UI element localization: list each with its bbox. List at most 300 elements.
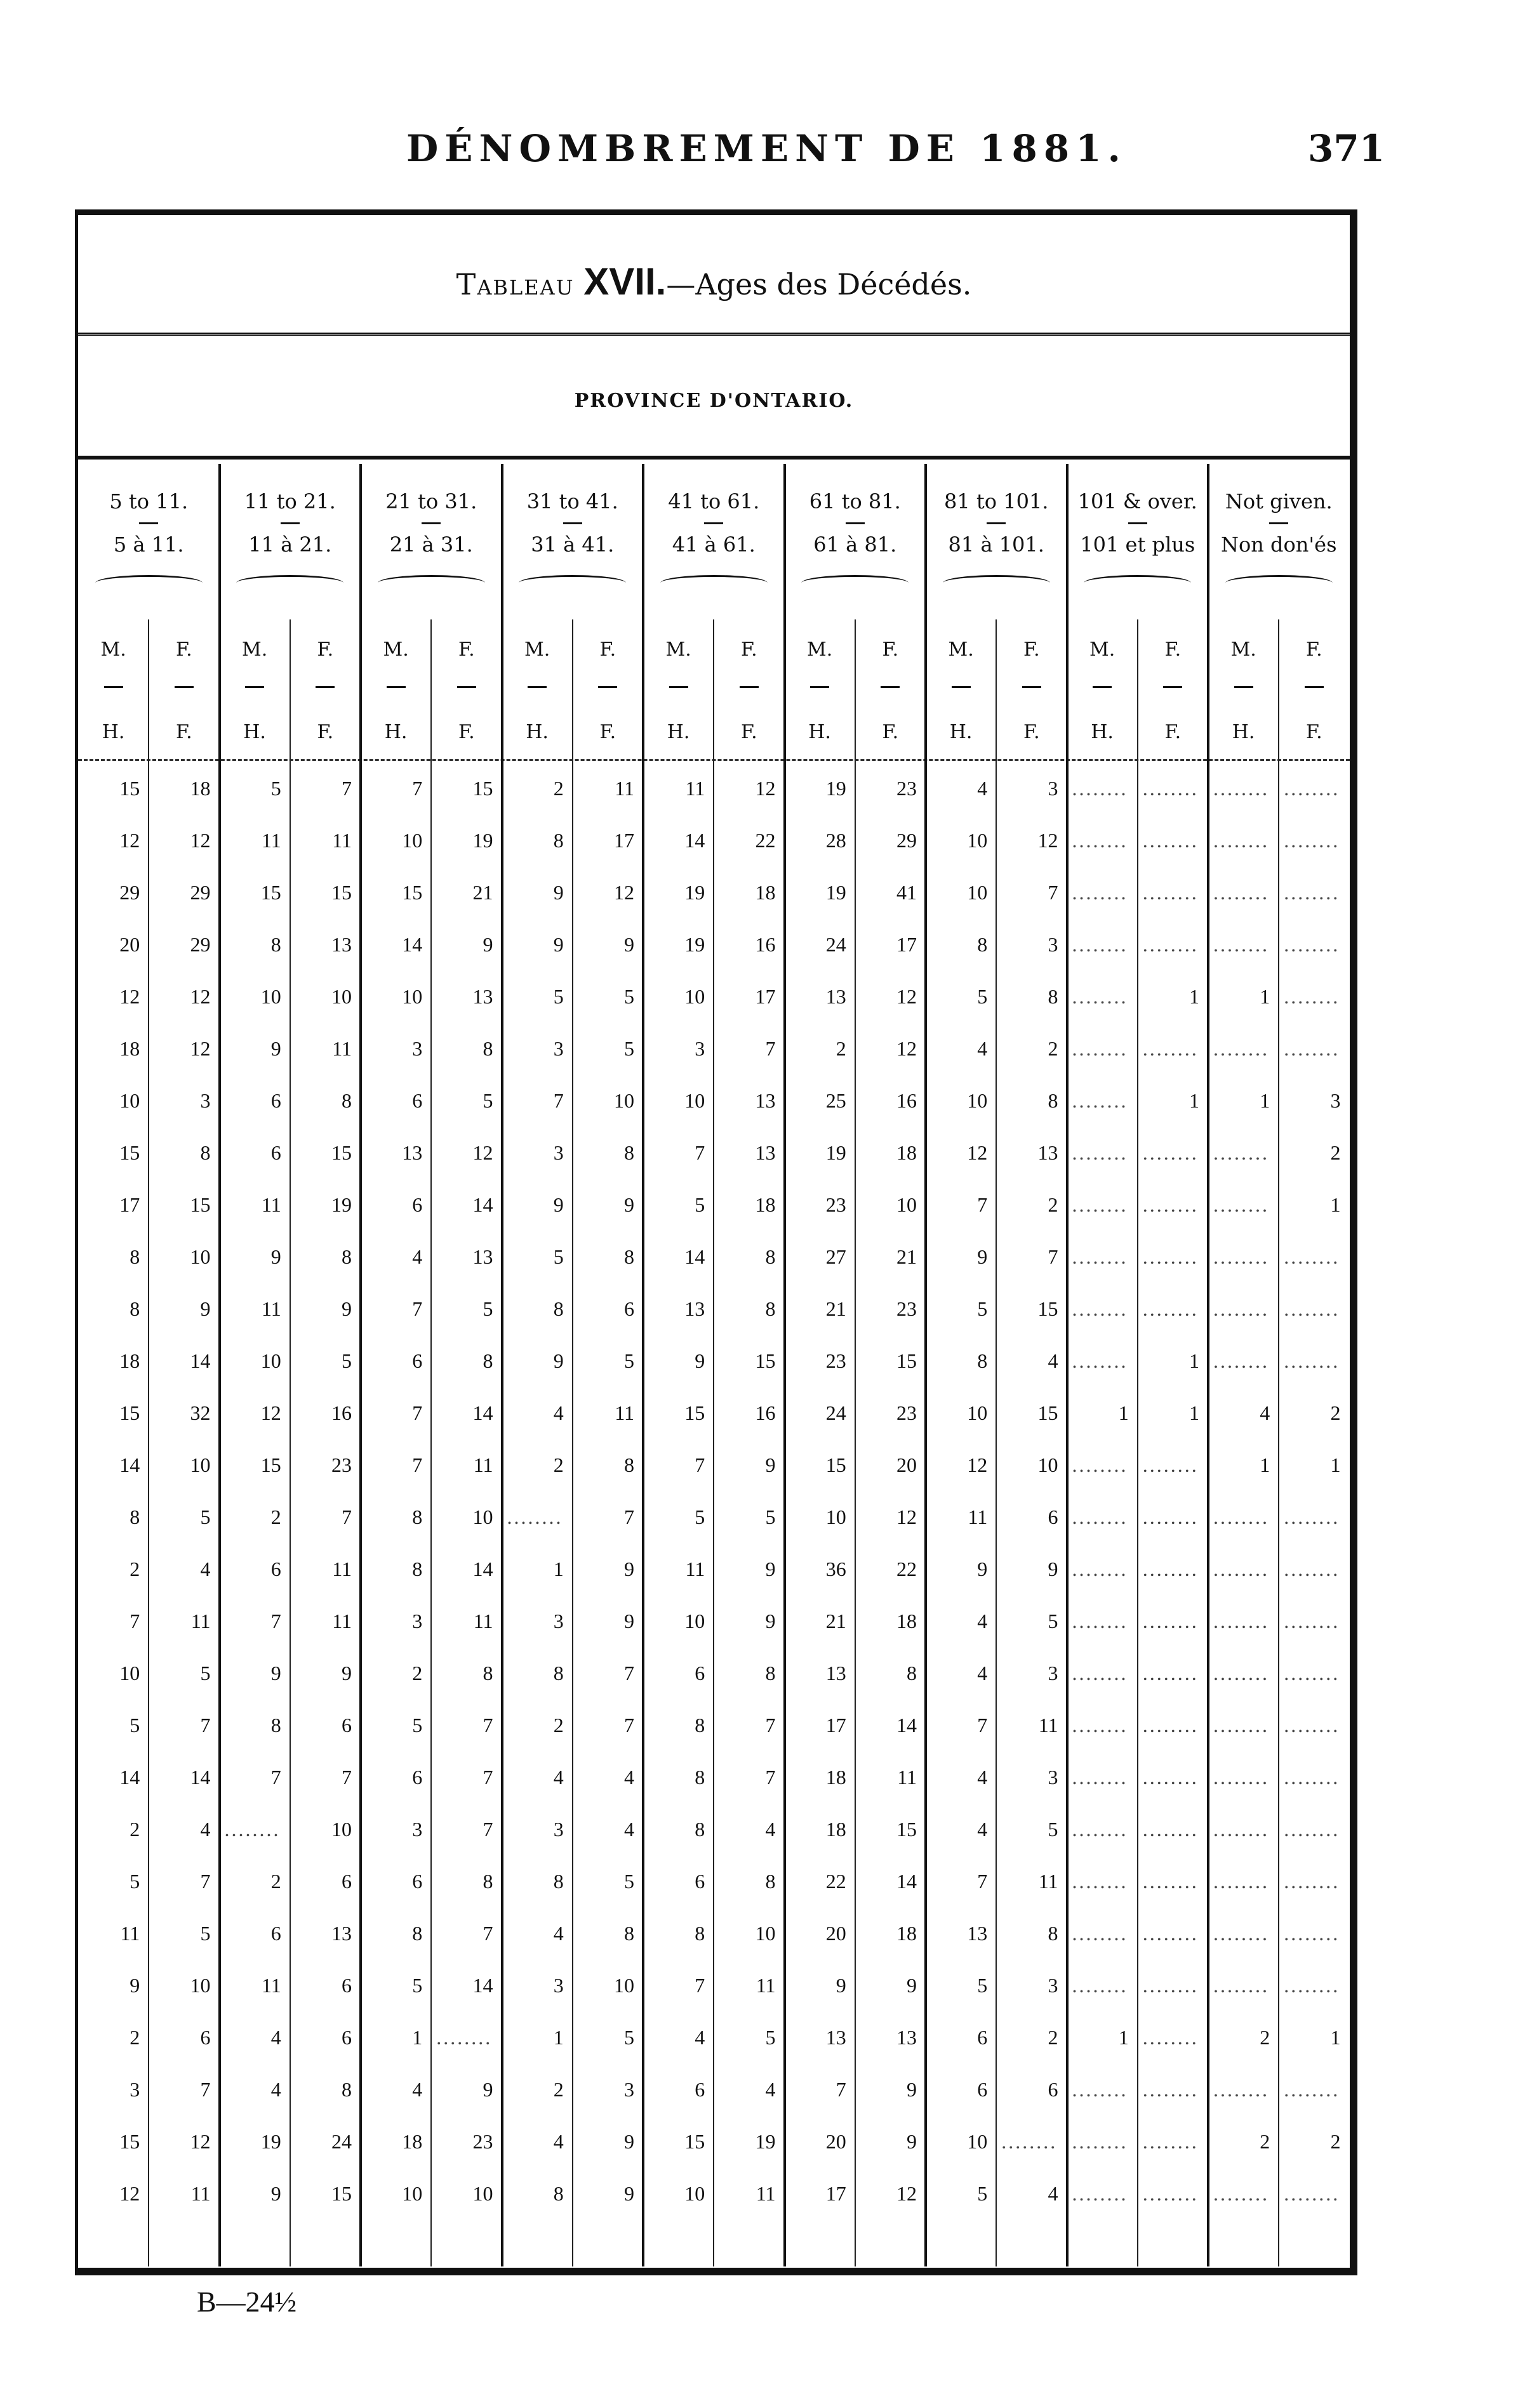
table-cell: 7: [553, 1089, 564, 1112]
table-cell-blank: ........: [1142, 2026, 1199, 2049]
table-cell-blank: ........: [1142, 2078, 1199, 2101]
age-group-label-fr: 61 à 81.: [813, 533, 897, 557]
table-cell: 8: [765, 1245, 776, 1268]
table-cell: 2: [270, 1870, 281, 1893]
table-cell: 18: [119, 1349, 140, 1372]
female-header: [855, 619, 926, 759]
table-cell: 7: [130, 1610, 140, 1632]
table-cell: 12: [119, 2182, 140, 2205]
table-cell: 7: [765, 1714, 776, 1737]
table-title: [78, 260, 1350, 303]
table-cell: 8: [765, 1297, 776, 1320]
table-cell: 23: [896, 777, 917, 800]
table-cell: 8: [483, 1037, 493, 1060]
table-cell: 10: [402, 829, 423, 852]
group-divider: [218, 464, 221, 2266]
table-cell-blank: ........: [1284, 1766, 1340, 1789]
table-cell: 9: [483, 933, 493, 956]
sex-label-fr: F.: [458, 721, 475, 743]
age-group-header: [361, 464, 502, 619]
sex-label-en: M.: [1230, 638, 1256, 661]
table-cell: 12: [967, 1141, 988, 1164]
table-cell: 15: [119, 777, 140, 800]
table-cell: 11: [190, 1610, 211, 1632]
header-dash: [422, 522, 441, 524]
table-cell: 8: [412, 1558, 423, 1580]
table-cell-blank: ........: [1284, 1922, 1340, 1945]
table-cell-blank: ........: [224, 1818, 281, 1841]
female-header: [290, 619, 361, 759]
header-dash: [387, 686, 406, 688]
age-group-header: [78, 464, 220, 619]
table-cell: 6: [412, 1089, 423, 1112]
table-cell-blank: ........: [1284, 2078, 1340, 2101]
table-cell: 2: [130, 1818, 140, 1841]
sex-label-fr: F.: [1023, 721, 1040, 743]
table-cell: 14: [472, 1558, 493, 1580]
table-cell: 10: [825, 1505, 846, 1528]
table-cell: 10: [402, 2182, 423, 2205]
table-cell: 5: [765, 2026, 776, 2049]
sex-label-fr: F.: [882, 721, 899, 743]
header-dash: [740, 686, 759, 688]
table-cell: 1: [553, 1558, 564, 1580]
table-cell: 11: [190, 2182, 211, 2205]
female-header: [149, 619, 219, 759]
age-group-label-fr: 11 à 21.: [248, 533, 332, 557]
table-cell: 23: [472, 2130, 493, 2153]
table-cell: 19: [260, 2130, 281, 2153]
table-cell: 10: [260, 1349, 281, 1372]
table-cell: 3: [1048, 1766, 1058, 1789]
table-cell: 4: [977, 1766, 988, 1789]
table-cell: 5: [977, 1974, 988, 1997]
sex-label-en: F.: [741, 638, 757, 661]
table-cell-blank: ........: [1284, 1870, 1340, 1893]
table-cell: 6: [412, 1766, 423, 1789]
table-cell: 1: [1330, 1193, 1341, 1216]
table-cell: 7: [342, 1505, 352, 1528]
table-cell-blank: ........: [1142, 829, 1199, 852]
table-cell: 14: [684, 829, 705, 852]
male-header: [220, 619, 290, 759]
table-cell: 15: [825, 1453, 846, 1476]
table-cell-blank: ........: [1284, 1662, 1340, 1684]
table-cell-blank: ........: [1142, 1870, 1199, 1893]
table-cell: 3: [412, 1818, 423, 1841]
female-header: [1138, 619, 1208, 759]
table-cell: 6: [1048, 2078, 1058, 2101]
table-cell: 7: [624, 1714, 634, 1737]
table-cell: 13: [825, 1662, 846, 1684]
table-cell-blank: ........: [1284, 1349, 1340, 1372]
table-cell: 10: [331, 985, 352, 1008]
table-cell: 10: [684, 985, 705, 1008]
sex-divider: [713, 619, 714, 2266]
sex-label-en: M.: [524, 638, 550, 661]
table-cell: 13: [825, 985, 846, 1008]
age-group-label-fr: 81 à 101.: [948, 533, 1044, 557]
table-cell: 3: [553, 1141, 564, 1164]
table-cell: 11: [1038, 1714, 1058, 1737]
header-brace: [236, 575, 343, 591]
table-cell: 5: [624, 1870, 634, 1893]
table-cell: 6: [342, 1714, 352, 1737]
table-cell-blank: ........: [1284, 829, 1340, 852]
table-cell: 14: [472, 1401, 493, 1424]
table-cell: 15: [331, 2182, 352, 2205]
header-dash: [846, 522, 865, 524]
table-cell: 18: [755, 1193, 776, 1216]
table-cell: 11: [968, 1505, 988, 1528]
table-cell: 7: [1048, 1245, 1058, 1268]
table-cell: 8: [270, 1714, 281, 1737]
table-cell: 2: [1048, 1037, 1058, 1060]
table-cell: 8: [1048, 1089, 1058, 1112]
table-cell: 10: [190, 1453, 211, 1476]
table-cell-blank: ........: [1072, 1349, 1128, 1372]
table-cell: 21: [825, 1297, 846, 1320]
table-cell: 4: [624, 1818, 634, 1841]
sex-label-en: M.: [100, 638, 126, 661]
sex-divider: [430, 619, 432, 2266]
table-cell: 8: [483, 1870, 493, 1893]
table-cell: 11: [261, 1193, 281, 1216]
table-cell: 16: [896, 1089, 917, 1112]
table-cell: 3: [200, 1089, 211, 1112]
table-cell: 14: [472, 1193, 493, 1216]
table-cell: 20: [896, 1453, 917, 1476]
table-cell: 12: [119, 985, 140, 1008]
table-cell: 5: [130, 1870, 140, 1893]
table-cell: 7: [342, 777, 352, 800]
table-cell: 9: [765, 1610, 776, 1632]
table-cell: 9: [553, 1193, 564, 1216]
table-cell: 11: [261, 1974, 281, 1997]
table-cell: 2: [1260, 2026, 1270, 2049]
table-cell-blank: ........: [1072, 1662, 1128, 1684]
table-cell: 5: [695, 1193, 705, 1216]
table-cell: 6: [1048, 1505, 1058, 1528]
table-cell: 4: [412, 2078, 423, 2101]
province-box: [78, 339, 1350, 460]
table-cell: 6: [412, 1870, 423, 1893]
table-cell: 10: [614, 1974, 634, 1997]
table-cell-blank: ........: [1213, 1662, 1269, 1684]
header-brace: [660, 575, 768, 591]
table-cell: 11: [756, 2182, 776, 2205]
table-cell: 10: [967, 1401, 988, 1424]
table-cell: 8: [907, 1662, 917, 1684]
table-cell: 19: [331, 1193, 352, 1216]
table-cell-blank: ........: [1142, 1662, 1199, 1684]
header-dash: [528, 686, 547, 688]
table-cell: 12: [755, 777, 776, 800]
table-cell: 7: [836, 2078, 846, 2101]
page-number: 371: [1308, 127, 1385, 170]
table-cell-blank: ........: [1213, 1870, 1269, 1893]
group-divider: [359, 464, 362, 2266]
table-cell-blank: ........: [1213, 881, 1269, 904]
header-dash: [952, 686, 971, 688]
table-cell: 5: [553, 1245, 564, 1268]
table-cell: 8: [270, 933, 281, 956]
header-dash: [1234, 686, 1253, 688]
table-cell: 7: [765, 1766, 776, 1789]
table-cell: 10: [684, 1089, 705, 1112]
table-cell: 1: [553, 2026, 564, 2049]
table-cell: 17: [825, 2182, 846, 2205]
table-cell: 14: [896, 1870, 917, 1893]
table-cell: 5: [624, 985, 634, 1008]
table-cell: 29: [119, 881, 140, 904]
table-cell: 1: [1330, 2026, 1341, 2049]
table-cell: 14: [190, 1766, 211, 1789]
table-cell: 10: [967, 2130, 988, 2153]
table-cell: 9: [270, 2182, 281, 2205]
table-cell-blank: ........: [1072, 777, 1128, 800]
table-cell: 5: [342, 1349, 352, 1372]
table-cell-blank: ........: [1213, 2078, 1269, 2101]
table-cell: 8: [765, 1870, 776, 1893]
table-cell-blank: ........: [1142, 1037, 1199, 1060]
header-brace: [801, 575, 909, 591]
table-cell-blank: ........: [1072, 881, 1128, 904]
table-cell-blank: ........: [1213, 1505, 1269, 1528]
table-cell: 14: [119, 1453, 140, 1476]
table-cell: 2: [1330, 2130, 1341, 2153]
table-cell: 6: [342, 1974, 352, 1997]
sex-label-fr: H.: [384, 721, 408, 743]
table-cell-blank: ........: [1072, 933, 1128, 956]
age-group-label-en: 21 to 31.: [385, 489, 477, 513]
age-group-label-en: 5 to 11.: [109, 489, 189, 513]
sex-label-fr: H.: [667, 721, 690, 743]
sex-divider: [1137, 619, 1138, 2266]
table-cell: 17: [896, 933, 917, 956]
male-header: [1208, 619, 1279, 759]
table-cell: 9: [553, 933, 564, 956]
sex-label-en: F.: [599, 638, 616, 661]
table-cell: 4: [977, 1662, 988, 1684]
table-cell: 8: [130, 1245, 140, 1268]
table-cell: 5: [200, 1505, 211, 1528]
header-dash: [704, 522, 723, 524]
table-cell: 9: [907, 2078, 917, 2101]
sex-divider: [572, 619, 573, 2266]
table-cell: 27: [825, 1245, 846, 1268]
table-cell-blank: ........: [1142, 1245, 1199, 1268]
table-cell: 5: [200, 1922, 211, 1945]
age-group-label-en: 101 & over.: [1077, 489, 1197, 513]
table-cell: 14: [402, 933, 423, 956]
table-title-number: XVII.: [583, 260, 667, 303]
table-cell: 7: [1048, 881, 1058, 904]
table-cell: 13: [472, 985, 493, 1008]
table-cell-blank: ........: [1284, 1974, 1340, 1997]
age-group-label-en: 11 to 21.: [244, 489, 336, 513]
table-cell: 7: [483, 1766, 493, 1789]
table-cell-blank: ........: [1142, 1453, 1199, 1476]
table-cell: 4: [765, 2078, 776, 2101]
header-dash: [316, 686, 335, 688]
table-cell: 15: [684, 1401, 705, 1424]
table-cell-blank: ........: [1213, 777, 1269, 800]
table-cell: 13: [402, 1141, 423, 1164]
table-cell: 14: [684, 1245, 705, 1268]
table-cell: 11: [261, 829, 281, 852]
table-cell: 8: [553, 1870, 564, 1893]
table-cell: 18: [896, 1610, 917, 1632]
table-cell: 18: [402, 2130, 423, 2153]
table-cell: 20: [825, 2130, 846, 2153]
header-dash: [669, 686, 688, 688]
table-cell: 2: [553, 777, 564, 800]
table-cell: 15: [1037, 1297, 1058, 1320]
table-cell: 36: [825, 1558, 846, 1580]
table-cell: 13: [825, 2026, 846, 2049]
table-cell-blank: ........: [1072, 1714, 1128, 1737]
table-cell: 18: [896, 1922, 917, 1945]
table-cell: 2: [1330, 1141, 1341, 1164]
header-brace: [519, 575, 626, 591]
table-cell: 9: [765, 1453, 776, 1476]
table-cell-blank: ........: [1284, 1505, 1340, 1528]
table-cell: 7: [412, 1453, 423, 1476]
table-cell: 18: [190, 777, 211, 800]
age-group-label-en: 81 to 101.: [944, 489, 1049, 513]
table-cell: 13: [755, 1089, 776, 1112]
table-cell: 11: [1038, 1870, 1058, 1893]
table-cell: 4: [200, 1558, 211, 1580]
table-cell: 8: [765, 1662, 776, 1684]
sex-label-fr: H.: [1232, 721, 1255, 743]
header-dash: [1022, 686, 1041, 688]
table-cell: 11: [897, 1766, 917, 1789]
table-cell: 11: [615, 1401, 634, 1424]
sex-label-fr: H.: [949, 721, 973, 743]
table-cell-blank: ........: [1142, 2182, 1199, 2205]
age-group-header: [643, 464, 785, 619]
table-cell-blank: ........: [1142, 1505, 1199, 1528]
header-dash: [881, 686, 900, 688]
table-cell-blank: ........: [1213, 1193, 1269, 1216]
table-cell: 4: [977, 1610, 988, 1632]
table-cell: 4: [553, 1766, 564, 1789]
header-dash: [1128, 522, 1147, 524]
table-cell-blank: ........: [1213, 1141, 1269, 1164]
sex-divider: [855, 619, 856, 2266]
table-cell: 2: [1048, 2026, 1058, 2049]
table-cell: 5: [977, 1297, 988, 1320]
table-cell: 9: [624, 2130, 634, 2153]
table-cell: 17: [119, 1193, 140, 1216]
table-cell: 2: [553, 2078, 564, 2101]
table-cell: 3: [1048, 1662, 1058, 1684]
table-cell-blank: ........: [1072, 1037, 1128, 1060]
sex-label-en: M.: [806, 638, 833, 661]
table-cell: 19: [755, 2130, 776, 2153]
table-cell: 15: [331, 1141, 352, 1164]
table-cell: 29: [896, 829, 917, 852]
table-cell: 9: [977, 1245, 988, 1268]
table-cell: 12: [119, 829, 140, 852]
table-cell: 1: [1189, 1401, 1199, 1424]
table-cell: 7: [765, 1037, 776, 1060]
table-cell: 11: [473, 1610, 493, 1632]
sex-label-fr: H.: [243, 721, 266, 743]
table-cell: 12: [896, 985, 917, 1008]
table-cell: 12: [472, 1141, 493, 1164]
table-cell: 15: [119, 2130, 140, 2153]
table-cell: 6: [270, 1089, 281, 1112]
table-cell-blank: ........: [1001, 2130, 1058, 2153]
table-cell: 15: [896, 1349, 917, 1372]
table-cell: 1: [1118, 1401, 1129, 1424]
table-cell: 12: [1037, 829, 1058, 852]
table-cell: 16: [755, 933, 776, 956]
table-cell: 8: [412, 1922, 423, 1945]
table-cell: 7: [624, 1505, 634, 1528]
table-cell: 8: [553, 2182, 564, 2205]
age-group-header: [1208, 464, 1350, 619]
table-cell: 5: [695, 1505, 705, 1528]
header-dash: [175, 686, 194, 688]
table-cell: 10: [1037, 1453, 1058, 1476]
table-cell: 11: [332, 1037, 352, 1060]
sex-label-fr: H.: [808, 721, 831, 743]
table-cell: 16: [755, 1401, 776, 1424]
age-group-label-en: Not given.: [1225, 489, 1333, 513]
table-cell-blank: ........: [1284, 2182, 1340, 2205]
table-cell: 7: [624, 1662, 634, 1684]
table-cell: 1: [1189, 985, 1199, 1008]
table-cell: 13: [896, 2026, 917, 2049]
table-cell-blank: ........: [507, 1505, 563, 1528]
table-cell: 9: [270, 1245, 281, 1268]
sex-divider: [1278, 619, 1279, 2266]
sex-divider: [996, 619, 997, 2266]
table-cell: 10: [402, 985, 423, 1008]
table-cell: 22: [825, 1870, 846, 1893]
table-cell: 9: [270, 1037, 281, 1060]
table-cell-blank: ........: [1142, 2130, 1199, 2153]
table-cell: 11: [615, 777, 634, 800]
male-header: [361, 619, 431, 759]
table-cell: 8: [624, 1453, 634, 1476]
sex-label-en: F.: [317, 638, 334, 661]
table-cell: 9: [836, 1974, 846, 1997]
table-cell-blank: ........: [1284, 933, 1340, 956]
table-cell: 3: [553, 1037, 564, 1060]
table-cell: 6: [412, 1193, 423, 1216]
table-cell: 24: [825, 1401, 846, 1424]
table-cell: 16: [331, 1401, 352, 1424]
table-cell-blank: ........: [1142, 1141, 1199, 1164]
table-cell-blank: ........: [1072, 1141, 1128, 1164]
table-cell: 1: [1260, 1453, 1270, 1476]
table-cell: 15: [755, 1349, 776, 1372]
male-header: [78, 619, 149, 759]
table-cell: 8: [483, 1662, 493, 1684]
table-cell: 4: [765, 1818, 776, 1841]
male-header: [1067, 619, 1138, 759]
header-dash: [139, 522, 158, 524]
table-cell: 5: [624, 2026, 634, 2049]
table-cell: 5: [553, 985, 564, 1008]
table-cell: 5: [412, 1714, 423, 1737]
table-cell: 5: [1048, 1610, 1058, 1632]
